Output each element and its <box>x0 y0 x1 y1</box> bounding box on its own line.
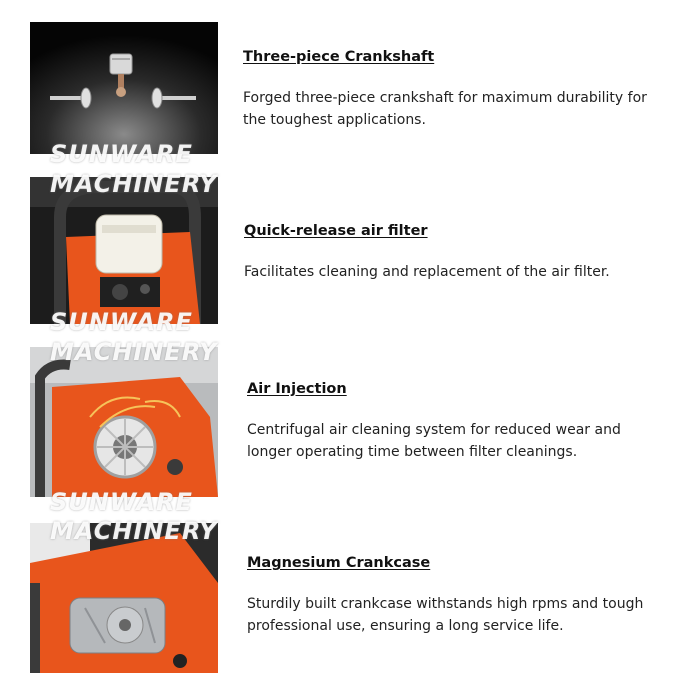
watermark-line1: SUNWARE <box>50 140 193 168</box>
feature-title: Quick-release air filter <box>244 223 428 239</box>
watermark-line2: MACHINERY <box>50 338 218 366</box>
feature-crankcase <box>247 555 667 637</box>
air-injection-image <box>30 347 218 497</box>
feature-air-filter <box>244 223 664 283</box>
feature-title: Magnesium Crankcase <box>247 555 431 571</box>
watermark-line1: SUNWARE <box>50 488 193 516</box>
feature-description: Forged three-piece crankshaft for maximum durability for the toughest applications. <box>243 90 647 128</box>
watermark-line2: MACHINERY <box>50 170 218 198</box>
feature-title: Three-piece Crankshaft <box>243 49 435 65</box>
feature-crankshaft <box>243 49 663 131</box>
crankshaft-image <box>30 22 218 154</box>
feature-description: Centrifugal air cleaning system for reduced wear and longer operating time between filter cleanings. <box>247 422 621 460</box>
crankcase-image <box>30 523 218 673</box>
feature-description: Facilitates cleaning and replacement of the air filter. <box>244 264 610 280</box>
feature-description: Sturdily built crankcase withstands high rpms and tough professional use, ensuring a long service life. <box>247 596 644 634</box>
watermark-line2: MACHINERY <box>50 517 218 545</box>
feature-title: Air Injection <box>247 381 347 397</box>
watermark-line1: SUNWARE <box>50 308 193 336</box>
feature-air-injection <box>247 381 667 463</box>
air-filter-image <box>30 177 218 324</box>
